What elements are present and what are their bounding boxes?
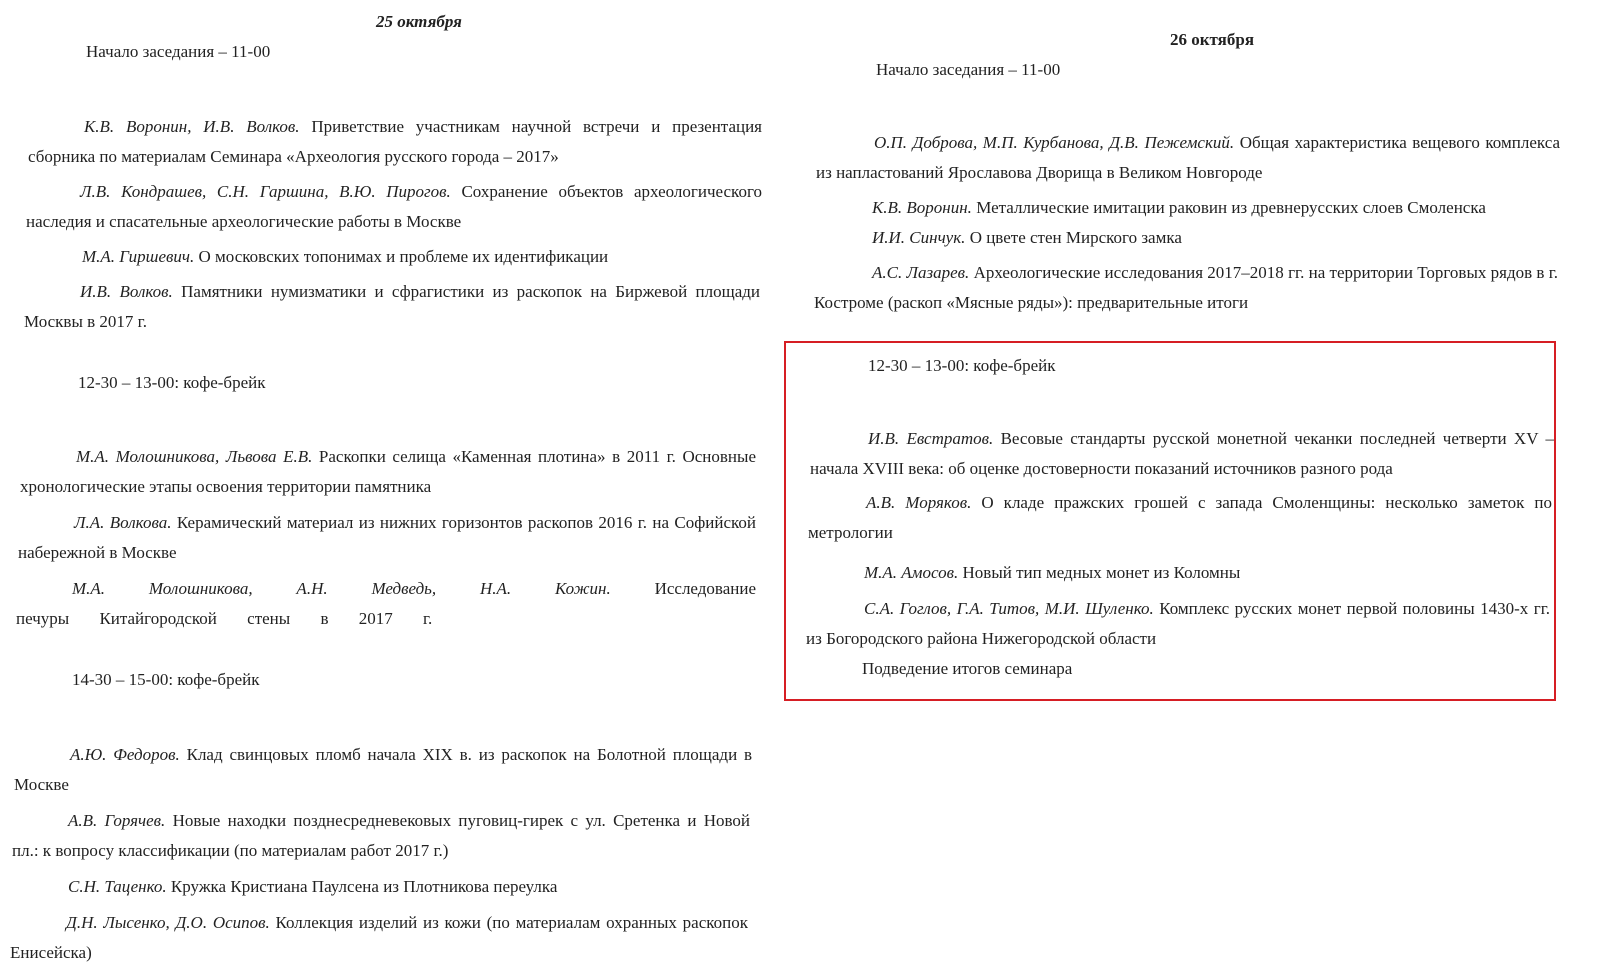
talk-entry xyxy=(68,872,557,902)
talk-entry xyxy=(872,193,1486,223)
talk-authors: М.А. Гиршевич. xyxy=(82,247,195,266)
coffee-break: 12-30 – 13-00: кофе-брейк xyxy=(868,356,1056,375)
day-heading: 25 октября xyxy=(376,12,462,31)
talk-entry xyxy=(12,806,750,866)
talk-authors: А.С. Лазарев. xyxy=(872,263,970,282)
talk-entry xyxy=(20,442,756,502)
talk-title: Керамический материал из нижних горизонтов раскопов 2016 г. на Софийской набережной в Москве xyxy=(18,513,757,562)
talk-entry xyxy=(16,574,756,634)
talk-authors: И.В. Волков. xyxy=(80,282,173,301)
talk-title: Клад свинцовых пломб начала XIX в. из раскопок на Болотной площади в Москве xyxy=(14,745,753,794)
talk-authors: А.В. Моряков. xyxy=(866,493,972,512)
talk-authors: Л.А. Волкова. xyxy=(74,513,172,532)
talk-title: Приветствие участникам научной встречи и презентация сборника по материалам Семинара «Археология русского города – 2017» xyxy=(28,117,763,166)
talk-authors: М.А. Амосов. xyxy=(864,563,959,582)
talk-title: Весовые стандарты русской монетной чеканки последней четверти XV – начала XVIII века: об оценке достоверности показаний источников разного рода xyxy=(810,429,1554,478)
talk-authors: Л.В. Кондрашев, С.Н. Гаршина, В.Ю. Пирогов. xyxy=(80,182,451,201)
talk-authors: И.И. Синчук. xyxy=(872,228,966,247)
talk-entry xyxy=(26,177,762,237)
talk-entry xyxy=(10,908,748,968)
talk-title: О московских топонимах и проблеме их идентификации xyxy=(198,247,609,266)
talk-title: Комплекс русских монет первой половины 1430-х гг. из Богородского района Нижегородской области xyxy=(806,599,1551,648)
talk-entry xyxy=(806,594,1550,654)
talk-title: Новые находки позднесредневековых пуговиц-гирек с ул. Сретенка и Новой пл.: к вопросу классификации (по материалам работ 2017 г.) xyxy=(12,811,750,860)
talk-entry xyxy=(82,242,608,272)
talk-title: Новый тип медных монет из Коломны xyxy=(962,563,1241,582)
talk-authors: Д.Н. Лысенко, Д.О. Осипов. xyxy=(66,913,270,932)
talk-entry xyxy=(808,488,1552,548)
talk-authors: И.В. Евстратов. xyxy=(868,429,994,448)
talk-entry xyxy=(814,258,1558,318)
talk-authors: С.Н. Таценко. xyxy=(68,877,167,896)
talk-entry xyxy=(24,277,760,337)
talk-authors: К.В. Воронин. xyxy=(872,198,972,217)
coffee-break: 12-30 – 13-00: кофе-брейк xyxy=(78,373,266,392)
talk-title: Коллекция изделий из кожи (по материалам охранных раскопок Енисейска) xyxy=(10,913,748,962)
talk-title: Памятники нумизматики и сфрагистики из раскопок на Биржевой площади Москвы в 2017 г. xyxy=(24,282,761,331)
talk-entry xyxy=(14,740,752,800)
session-start: Начало заседания – 11-00 xyxy=(876,60,1061,79)
day-heading: 26 октября xyxy=(1170,30,1255,49)
talk-title: Кружка Кристиана Паулсена из Плотникова переулка xyxy=(170,877,558,896)
talk-authors: О.П. Доброва, М.П. Курбанова, Д.В. Пежемский. xyxy=(874,133,1235,152)
talk-entry xyxy=(816,128,1560,188)
talk-authors: А.Ю. Федоров. xyxy=(70,745,180,764)
talk-entry xyxy=(28,112,762,172)
talk-authors: М.А. Молошникова, А.Н. Медведь, Н.А. Кожин. xyxy=(72,579,611,598)
talk-entry xyxy=(18,508,756,568)
talk-title: Общая характеристика вещевого комплекса из напластований Ярославова Дворища в Великом Новгороде xyxy=(816,133,1560,182)
talk-authors: М.А. Молошникова, Львова Е.В. xyxy=(76,447,313,466)
program-page-left xyxy=(0,0,782,975)
session-start: Начало заседания – 11-00 xyxy=(86,42,271,61)
talk-authors: А.В. Горячев. xyxy=(68,811,166,830)
talk-entry xyxy=(872,223,1182,253)
talk-title: Раскопки селища «Каменная плотина» в 2011 г. Основные хронологические этапы освоения территории памятника xyxy=(20,447,756,496)
talk-entry xyxy=(810,424,1554,484)
talk-authors: С.А. Гоглов, Г.А. Титов, М.И. Шуленко. xyxy=(864,599,1154,618)
talk-title: Исследование печуры Китайгородской стены в 2017 г. xyxy=(16,579,756,628)
program-page-right xyxy=(800,0,1600,975)
talk-title: Сохранение объектов археологического наследия и спасательные археологические работы в Москве xyxy=(26,182,762,231)
talk-title: О цвете стен Мирского замка xyxy=(969,228,1182,247)
talk-title: О кладе пражских грошей с запада Смоленщины: несколько заметок по метрологии xyxy=(808,493,1552,542)
closing-remarks: Подведение итогов семинара xyxy=(862,659,1073,678)
talk-title: Металлические имитации раковин из древнерусских слоев Смоленска xyxy=(976,198,1486,217)
talk-entry xyxy=(864,558,1240,588)
talk-title: Археологические исследования 2017–2018 гг. на территории Торговых рядов в г. Костроме (раскоп «Мясные ряды»): предварительные итоги xyxy=(814,263,1558,312)
talk-authors: К.В. Воронин, И.В. Волков. xyxy=(84,117,300,136)
coffee-break: 14-30 – 15-00: кофе-брейк xyxy=(72,670,260,689)
